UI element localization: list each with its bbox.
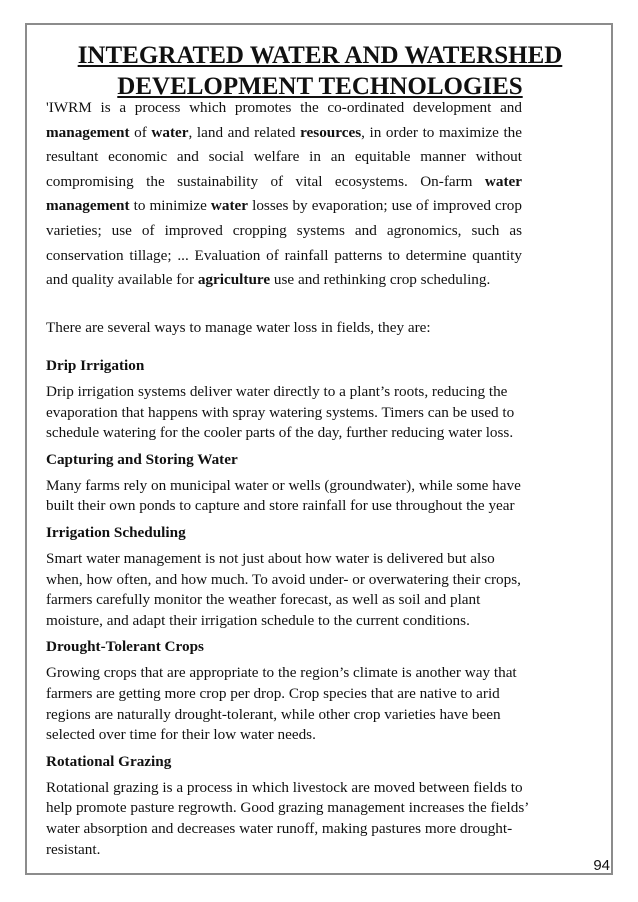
intro-text-run: of bbox=[129, 123, 152, 141]
section-body-line: Drip irrigation systems deliver water directly to a plant’s roots, reducing the bbox=[46, 383, 508, 400]
section bbox=[46, 356, 546, 444]
section-body-line: schedule watering for the cooler parts of the day, further reducing water loss. bbox=[46, 424, 514, 442]
section-heading: Capturing and Storing Water bbox=[46, 450, 238, 468]
section-body-line: Smart water management is not just about how water is delivered but also bbox=[46, 549, 495, 567]
sections-list bbox=[46, 356, 546, 866]
intro-paragraph bbox=[46, 96, 522, 293]
title-line-1: INTEGRATED WATER AND WATERSHED bbox=[77, 42, 563, 69]
section-body-line: farmers are getting more crop per drop. Crop species that are native to arid bbox=[46, 684, 500, 702]
intro-text-run: losses by evaporation; use of improved crop varieties; use of improved cropping systems and agronomics, such as conservation tillage; ... Evaluation of rainfall patterns to determine quantity and quality available for bbox=[46, 197, 522, 289]
intro-bold-term: agriculture bbox=[197, 271, 271, 289]
section-heading: Irrigation Scheduling bbox=[46, 523, 186, 541]
section-body bbox=[46, 476, 546, 517]
section bbox=[46, 523, 546, 631]
title-line-2: DEVELOPMENT TECHNOLOGIES bbox=[117, 73, 523, 100]
section-body-line: moisture, and adapt their irrigation schedule to the current conditions. bbox=[46, 611, 470, 629]
intro-bold-term: resources bbox=[300, 123, 362, 141]
intro-text-run: use and rethinking crop scheduling. bbox=[270, 271, 491, 289]
section-body-line: water absorption and decreases water runoff, making pastures more drought- bbox=[46, 819, 513, 837]
intro-bold-term: water management bbox=[46, 172, 522, 215]
section-body bbox=[46, 663, 546, 745]
section-body bbox=[46, 549, 546, 631]
section-heading: Drip Irrigation bbox=[46, 357, 145, 374]
section-body-line: when, how often, and how much. To avoid under- or overwatering their crops, bbox=[46, 570, 521, 588]
section bbox=[46, 752, 546, 860]
intro-bold-term: water bbox=[151, 123, 189, 141]
section-body-line: Rotational grazing is a process in which livestock are moved between fields to bbox=[46, 778, 523, 796]
intro-bold-term: water bbox=[210, 197, 249, 215]
section-body-line: Growing crops that are appropriate to the region’s climate is another way that bbox=[46, 664, 517, 682]
section-body bbox=[46, 382, 546, 444]
section-body-line: evaporation that happens with spray watering systems. Timers can be used to bbox=[46, 403, 515, 421]
section-body bbox=[46, 778, 546, 860]
section-body-line: farmers carefully monitor the weather forecast, as well as soil and plant bbox=[46, 591, 481, 609]
section-body-line: Many farms rely on municipal water or wells (groundwater), while some have bbox=[46, 476, 521, 494]
section-heading: Drought-Tolerant Crops bbox=[46, 638, 204, 656]
section-body-line: resistant. bbox=[46, 840, 101, 858]
page-number: 94 bbox=[593, 857, 610, 874]
page-title bbox=[40, 40, 600, 102]
section-body-line: help promote pasture regrowth. Good grazing management increases the fields’ bbox=[46, 799, 530, 817]
section bbox=[46, 637, 546, 745]
section-body-line: selected over time for their low water needs. bbox=[46, 726, 316, 744]
section-body-line: built their own ponds to capture and store rainfall for use throughout the year bbox=[46, 497, 515, 515]
intro-bold-term: management bbox=[46, 123, 130, 141]
intro-text-run: , land and related bbox=[188, 123, 301, 141]
intro-text-run: , in order to maximize the resultant economic and social welfare in an equitable manner without compromising the sustainability of vital ecosystems. On-farm bbox=[46, 123, 523, 190]
lead-sentence: There are several ways to manage water loss in fields, they are: bbox=[46, 319, 431, 336]
section-heading: Rotational Grazing bbox=[46, 752, 172, 770]
intro-text-run: 'IWRM is a process which promotes the co-ordinated development and bbox=[46, 99, 522, 116]
section bbox=[46, 450, 546, 517]
intro-text-run: to minimize bbox=[129, 197, 211, 215]
section-body-line: regions are naturally drought-tolerant, while other crop varieties have been bbox=[46, 705, 501, 723]
